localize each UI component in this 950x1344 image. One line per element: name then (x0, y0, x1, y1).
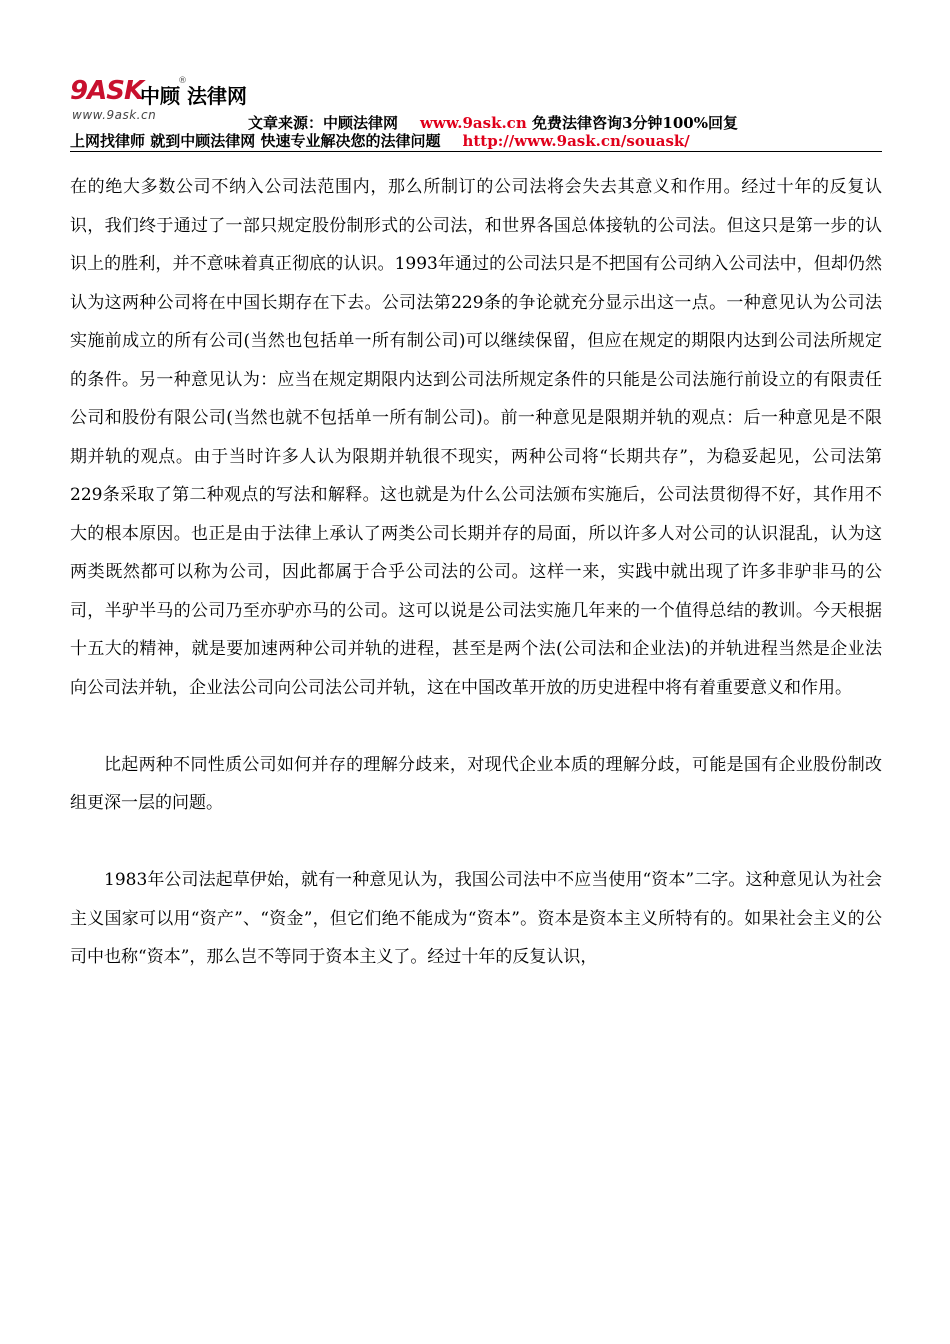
tagline-text: 上网找律师 就到中顾法律网 快速专业解决您的法律问题 (70, 132, 441, 150)
promo-text: 免费法律咨询3分钟100%回复 (531, 114, 738, 132)
paragraph: 比起两种不同性质公司如何并存的理解分歧来，对现代企业本质的理解分歧，可能是国有企业股份制改组更深一层的问题。 (70, 754, 882, 813)
paragraph: 1983年公司法起草伊始，就有一种意见认为，我国公司法中不应当使用“资本”二字。这种意见认为社会主义国家可以用“资产”、“资金”，但它们绝不能成为“资本”。资本是资本主义所特有的。如果社会主义的公司中也称“资本”，那么岂不等同于资本主义了。经过十年的反复认识， (70, 870, 882, 967)
logo-mark: 9ASK (70, 76, 144, 106)
page-header (70, 72, 882, 152)
article-body (70, 168, 882, 977)
souask-link[interactable]: http://www.9ask.cn/souask/ (462, 132, 690, 150)
source-label: 文章来源：中顾法律网 (248, 114, 399, 132)
header-tagline-line (70, 130, 690, 151)
site-link[interactable]: www.9ask.cn (420, 114, 527, 132)
paragraph: 在的绝大多数公司不纳入公司法范围内，那么所制订的公司法将会失去其意义和作用。经过十年的反复认识，我们终于通过了一部只规定股份制形式的公司法，和世界各国总体接轨的公司法。但这只是第一步的认识上的胜利，并不意味着真正彻底的认识。1993年通过的公司法只是不把国有公司纳入公司法中，但却仍然认为这两种公司将在中国长期存在下去。公司法第229条的争论就充分显示出这一点。一种意见认为公司法实施前成立的所有公司(当然也包括单一所有制公司)可以继续保留，但应在规定的期限内达到公司法所规定的条件。另一种意见认为：应当在规定期限内达到公司法所规定条件的只能是公司法施行前设立的有限责任公司和股份有限公司(当然也就不包括单一所有制公司)。前一种意见是限期并轨的观点：后一种意见是不限期并轨的观点。由于当时许多人认为限期并轨很不现实，两种公司将“长期共存”，为稳妥起见，公司法第229条采取了第二种观点的写法和解释。这也就是为什么公司法颁布实施后，公司法贯彻得不好，其作用不大的根本原因。也正是由于法律上承认了两类公司长期并存的局面，所以许多人对公司的认识混乱，认为这两类既然都可以称为公司，因此都属于合乎公司法的公司。这样一来，实践中就出现了许多非驴非马的公司，半驴半马的公司乃至亦驴亦马的公司。这可以说是公司法实施几年来的一个值得总结的教训。今天根据十五大的精神，就是要加速两种公司并轨的进程，甚至是两个法(公司法和企业法)的并轨进程当然是企业法向公司法并轨，企业法公司向公司法公司并轨，这在中国改革开放的历史进程中将有着重要意义和作用。 (70, 177, 882, 698)
logo-name: 中顾 法律网 (140, 84, 247, 108)
registered-mark: ® (178, 76, 187, 86)
site-logo[interactable] (70, 76, 270, 126)
header-divider (70, 151, 882, 152)
logo-url: www.9ask.cn (72, 108, 157, 122)
